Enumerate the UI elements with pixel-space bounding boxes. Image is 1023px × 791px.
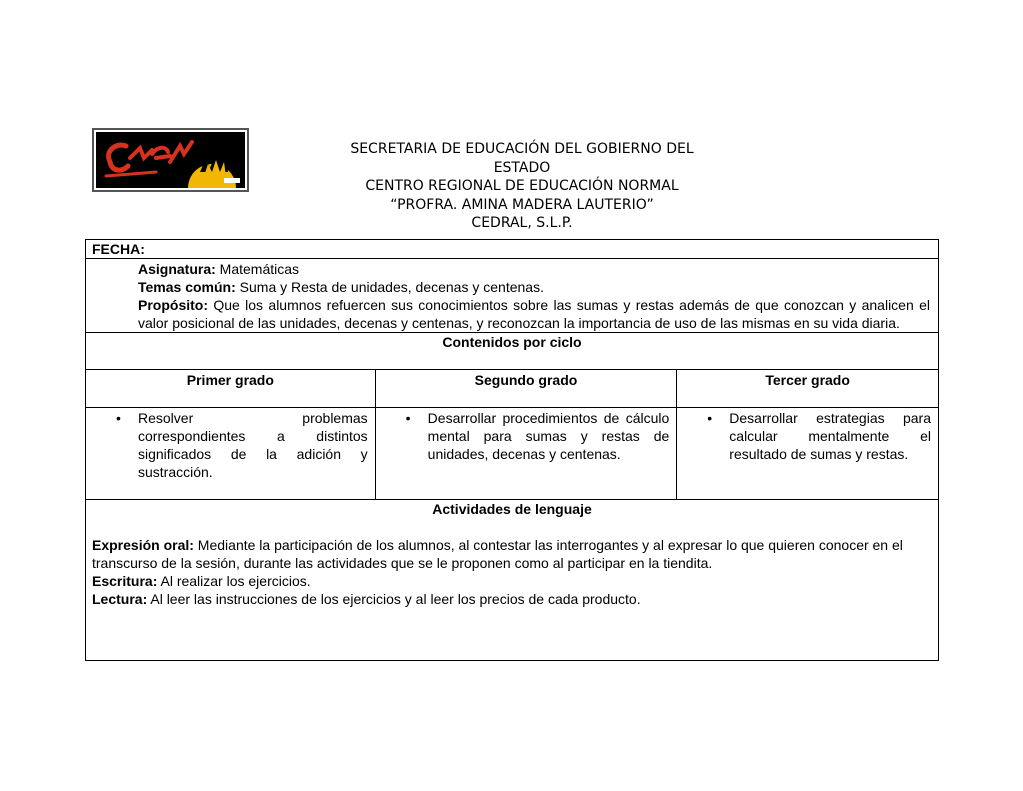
bullet-icon: •	[116, 410, 121, 426]
escritura-label: Escritura:	[92, 573, 158, 589]
tercer-grado-content	[677, 408, 939, 500]
document-header	[318, 140, 726, 231]
temas-value: Suma y Resta de unidades, decenas y centenas.	[235, 279, 544, 295]
list-item	[677, 409, 938, 463]
header-line-2: ESTADO	[493, 159, 551, 176]
expresion-line	[92, 536, 932, 572]
list-item	[376, 409, 677, 463]
cren-logo-icon	[96, 132, 245, 188]
lesson-plan-table	[85, 239, 939, 661]
primer-grado-heading: Primer grado	[86, 370, 376, 408]
header-line-5: CEDRAL, S.L.P.	[471, 215, 573, 231]
proposito-label: Propósito:	[138, 297, 208, 313]
bullet-icon: •	[405, 410, 411, 426]
expresion-value: Mediante la participación de los alumnos, al contestar las interrogantes y al expresar lo que quieren conocer en el transcurso de la sesión, durante las actividades que se le proponen como al participar en la tiendita.	[92, 537, 903, 571]
lectura-line	[92, 590, 932, 608]
header-line-1: SECRETARIA DE EDUCACIÓN DEL GOBIERNO DEL	[350, 141, 694, 157]
primer-grado-content	[86, 408, 376, 500]
bullet-icon: •	[707, 410, 713, 426]
proposito-value: Que los alumnos refuercen sus conocimientos sobre las sumas y restas además de que conozcan y analicen el valor posicional de las unidades, decenas y centenas, y reconozcan la importancia de uso de las mismas en su vida diaria.	[138, 297, 930, 331]
temas-line	[138, 278, 930, 296]
expresion-label: Expresión oral:	[92, 537, 194, 553]
asignatura-label: Asignatura:	[138, 261, 216, 277]
list-item	[86, 409, 375, 481]
asignatura-value: Matemáticas	[215, 261, 300, 277]
header-line-4: “PROFRA. AMINA MADERA LAUTERIO”	[390, 196, 654, 213]
escritura-line	[92, 572, 932, 590]
tercer-grado-heading: Tercer grado	[677, 370, 939, 408]
segundo-grado-text: Desarrollar procedimientos de cálculo mental para sumas y restas de unidades, decenas y centenas.	[427, 410, 670, 462]
lectura-value: Al leer las instrucciones de los ejercicios y al leer los precios de cada producto.	[147, 591, 641, 607]
asignatura-line	[138, 260, 930, 278]
contenidos-title: Contenidos por ciclo	[86, 333, 939, 370]
actividades-cell	[86, 500, 939, 661]
temas-label: Temas común:	[138, 279, 236, 295]
proposito-line	[138, 296, 930, 332]
fecha-cell	[86, 240, 939, 259]
info-cell	[86, 259, 939, 333]
primer-grado-text: Resolver problemas correspondientes a distintos significados de la adición y sustracción.	[138, 410, 368, 480]
cren-logo	[92, 128, 249, 192]
header-line-3: CENTRO REGIONAL DE EDUCACIÓN NORMAL	[365, 178, 679, 194]
tercer-grado-text: Desarrollar estrategias para calcular mentalmente el resultado de sumas y restas.	[729, 410, 931, 462]
actividades-title: Actividades de lenguaje	[432, 501, 592, 517]
segundo-grado-content	[375, 408, 677, 500]
fecha-label: FECHA:	[92, 241, 145, 257]
lectura-label: Lectura:	[92, 591, 148, 607]
escritura-value: Al realizar los ejercicios.	[157, 573, 311, 589]
segundo-grado-heading: Segundo grado	[375, 370, 677, 408]
